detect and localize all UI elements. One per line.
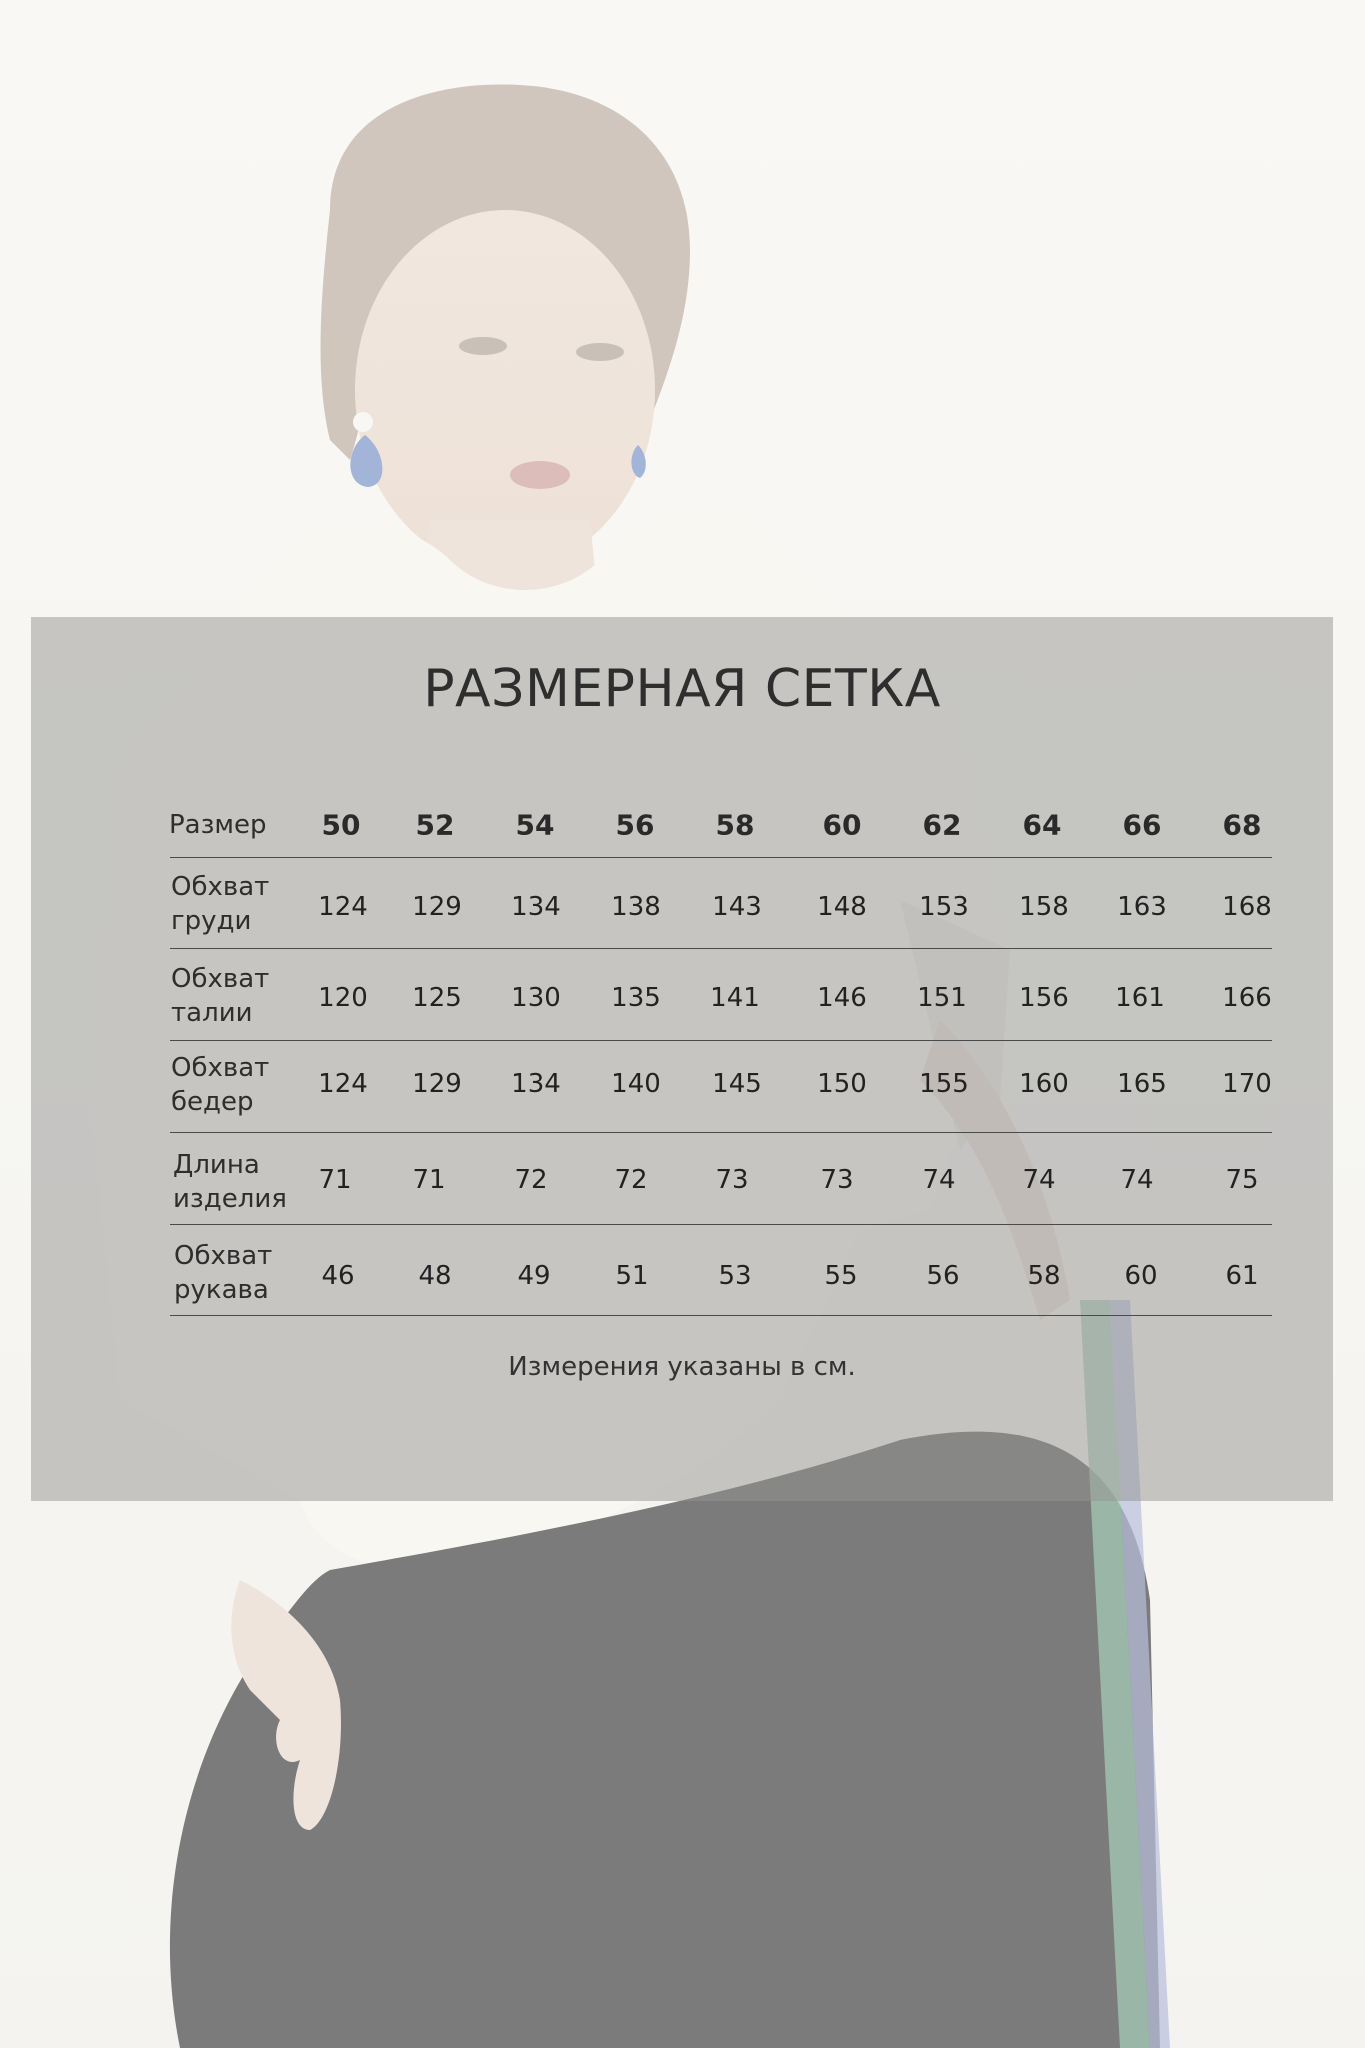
table-cell: 141 xyxy=(710,983,760,1013)
size-header-cell: 54 xyxy=(515,808,555,842)
table-cell: 72 xyxy=(614,1165,648,1195)
row-label-hips: Обхват бедер xyxy=(171,1053,270,1117)
table-cell: 170 xyxy=(1222,1069,1272,1099)
table-cell: 74 xyxy=(1022,1165,1056,1195)
row-divider xyxy=(170,857,1272,858)
size-header-cell: 52 xyxy=(415,808,455,842)
table-cell: 55 xyxy=(824,1261,858,1291)
table-cell: 56 xyxy=(926,1261,960,1291)
table-cell: 140 xyxy=(611,1069,661,1099)
table-cell: 124 xyxy=(318,892,368,922)
table-cell: 72 xyxy=(514,1165,548,1195)
size-header-cell: 62 xyxy=(922,808,962,842)
size-chart-panel xyxy=(31,617,1333,1501)
table-cell: 49 xyxy=(517,1261,551,1291)
table-cell: 163 xyxy=(1117,892,1167,922)
table-cell: 51 xyxy=(615,1261,649,1291)
row-divider xyxy=(170,1224,1272,1225)
table-cell: 124 xyxy=(318,1069,368,1099)
table-cell: 120 xyxy=(318,983,368,1013)
table-cell: 143 xyxy=(712,892,762,922)
table-cell: 135 xyxy=(611,983,661,1013)
row-divider xyxy=(170,1315,1272,1316)
table-cell: 134 xyxy=(511,892,561,922)
table-cell: 166 xyxy=(1222,983,1272,1013)
row-label-length: Длина изделия xyxy=(173,1150,287,1214)
table-cell: 74 xyxy=(1120,1165,1154,1195)
size-header-label: Размер xyxy=(169,810,267,840)
table-cell: 138 xyxy=(611,892,661,922)
size-chart-table xyxy=(31,617,1333,1501)
table-cell: 46 xyxy=(321,1261,355,1291)
table-cell: 71 xyxy=(412,1165,446,1195)
table-cell: 156 xyxy=(1019,983,1069,1013)
table-cell: 74 xyxy=(922,1165,956,1195)
table-cell: 165 xyxy=(1117,1069,1167,1099)
size-header-cell: 60 xyxy=(822,808,862,842)
row-divider xyxy=(170,948,1272,949)
row-divider xyxy=(170,1040,1272,1041)
table-cell: 168 xyxy=(1222,892,1272,922)
row-label-chest: Обхват груди xyxy=(171,872,270,936)
table-cell: 75 xyxy=(1225,1165,1259,1195)
measurement-note: Измерения указаны в см. xyxy=(508,1352,856,1382)
table-cell: 134 xyxy=(511,1069,561,1099)
table-cell: 158 xyxy=(1019,892,1069,922)
table-cell: 160 xyxy=(1019,1069,1069,1099)
size-header-cell: 68 xyxy=(1222,808,1262,842)
table-cell: 161 xyxy=(1115,983,1165,1013)
table-cell: 129 xyxy=(412,1069,462,1099)
table-cell: 130 xyxy=(511,983,561,1013)
table-cell: 146 xyxy=(817,983,867,1013)
row-label-waist: Обхват талии xyxy=(171,964,270,1028)
table-cell: 53 xyxy=(718,1261,752,1291)
table-cell: 60 xyxy=(1124,1261,1158,1291)
table-cell: 150 xyxy=(817,1069,867,1099)
table-cell: 48 xyxy=(418,1261,452,1291)
table-cell: 155 xyxy=(919,1069,969,1099)
size-header-cell: 56 xyxy=(615,808,655,842)
table-cell: 71 xyxy=(318,1165,352,1195)
page-title: РАЗМЕРНАЯ СЕТКА xyxy=(423,659,941,719)
size-header-cell: 66 xyxy=(1122,808,1162,842)
table-cell: 151 xyxy=(917,983,967,1013)
table-cell: 73 xyxy=(820,1165,854,1195)
table-cell: 148 xyxy=(817,892,867,922)
table-cell: 58 xyxy=(1027,1261,1061,1291)
table-cell: 129 xyxy=(412,892,462,922)
size-header-cell: 50 xyxy=(321,808,361,842)
row-divider xyxy=(170,1132,1272,1133)
table-cell: 153 xyxy=(919,892,969,922)
table-cell: 73 xyxy=(715,1165,749,1195)
table-cell: 145 xyxy=(712,1069,762,1099)
table-cell: 61 xyxy=(1225,1261,1259,1291)
size-header-cell: 64 xyxy=(1022,808,1062,842)
size-header-cell: 58 xyxy=(715,808,755,842)
row-label-sleeve: Обхват рукава xyxy=(174,1241,273,1305)
table-cell: 125 xyxy=(412,983,462,1013)
